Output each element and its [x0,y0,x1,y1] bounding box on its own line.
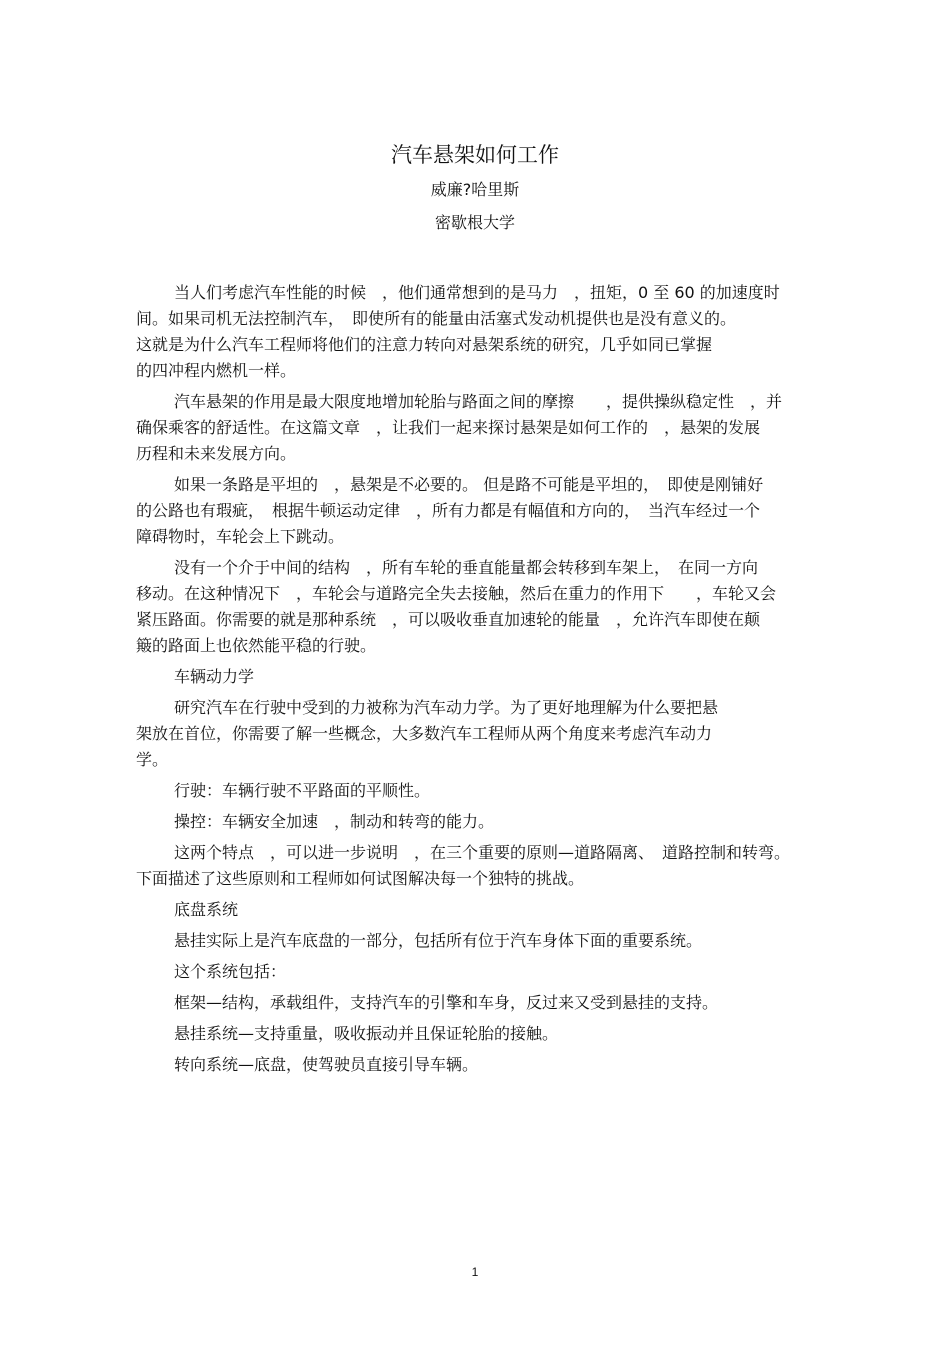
text-line: 架放在首位，你需要了解一些概念，大多数汽车工程师从两个角度来考虑汽车动力 [136,724,713,743]
paragraph-1 [136,280,842,384]
document-body [136,280,842,1078]
paragraph-suspension-system: 悬挂系统—支持重量，吸收振动并且保证轮胎的接触。 [174,1024,559,1043]
paragraph-9: 悬挂实际上是汽车底盘的一部分，包括所有位于汽车身体下面的重要系统。 [174,931,703,950]
text-line: 学。 [136,750,169,769]
paragraph-2 [136,389,842,467]
text-line: 紧压路面。你需要的就是那种系统 ，可以吸收垂直加速轮的能量 ，允许汽车即使在颠 [136,610,761,629]
page-number: 1 [471,1265,479,1279]
section-heading-vehicle-dynamics: 车辆动力学 [174,667,255,686]
text-line: 下面描述了这些原则和工程师如何试图解决每一个独特的挑战。 [136,869,585,888]
text-line: 确保乘客的舒适性。在这篇文章 ，让我们一起来探讨悬架是如何工作的 ，悬架的发展 [136,418,761,437]
paragraph-3 [136,472,842,550]
paragraph-handling: 操控：车辆安全加速 ，制动和转弯的能力。 [174,812,495,831]
text-line: 的四冲程内燃机一样。 [136,361,297,380]
paragraph-frame: 框架—结构，承载组件，支持汽车的引擎和车身，反过来又受到悬挂的支持。 [174,993,719,1012]
document-author: 威廉?哈里斯 [430,180,520,199]
document-title: 汽车悬架如何工作 [391,143,559,167]
text-line: 历程和未来发展方向。 [136,444,297,463]
text-line: 移动。在这种情况下 ，车轮会与道路完全失去接触，然后在重力的作用下 ，车轮又会 [136,584,777,603]
paragraph-5 [136,695,842,773]
paragraph-steering-system: 转向系统—底盘，使驾驶员直接引导车辆。 [174,1055,479,1074]
text-line: 没有一个介于中间的结构 ，所有车轮的垂直能量都会转移到车架上， 在同一方向 [174,558,759,577]
text-line: 当人们考虑汽车性能的时候 ，他们通常想到的是马力 ，扭矩，0 至 60 的加速度时 [174,283,780,302]
text-line: 簸的路面上也依然能平稳的行驶。 [136,636,377,655]
text-line: 研究汽车在行驶中受到的力被称为汽车动力学。为了更好地理解为什么要把悬 [174,698,719,717]
paragraph-ride: 行驶：车辆行驶不平路面的平顺性。 [174,781,431,800]
document-affiliation: 密歇根大学 [434,213,515,232]
text-line: 这就是为什么汽车工程师将他们的注意力转向对悬架系统的研究，几乎如同已掌握 [136,335,713,354]
section-heading-chassis-system: 底盘系统 [174,900,239,919]
text-line: 障碍物时，车轮会上下跳动。 [136,527,345,546]
text-line: 这两个特点 ，可以进一步说明 ，在三个重要的原则—道路隔离、 道路控制和转弯。 [174,843,791,862]
text-line: 的公路也有瑕疵， 根据牛顿运动定律 ，所有力都是有幅值和方向的， 当汽车经过一个 [136,501,761,520]
paragraph-10: 这个系统包括： [174,962,287,981]
paragraph-8 [136,840,842,892]
paragraph-4 [136,555,842,659]
text-line: 汽车悬架的作用是最大限度地增加轮胎与路面之间的摩擦 ，提供操纵稳定性 ，并 [174,392,783,411]
text-line: 间。如果司机无法控制汽车， 即使所有的能量由活塞式发动机提供也是没有意义的。 [136,309,737,328]
text-line: 如果一条路是平坦的 ，悬架是不必要的。 但是路不可能是平坦的， 即使是刚铺好 [174,475,764,494]
